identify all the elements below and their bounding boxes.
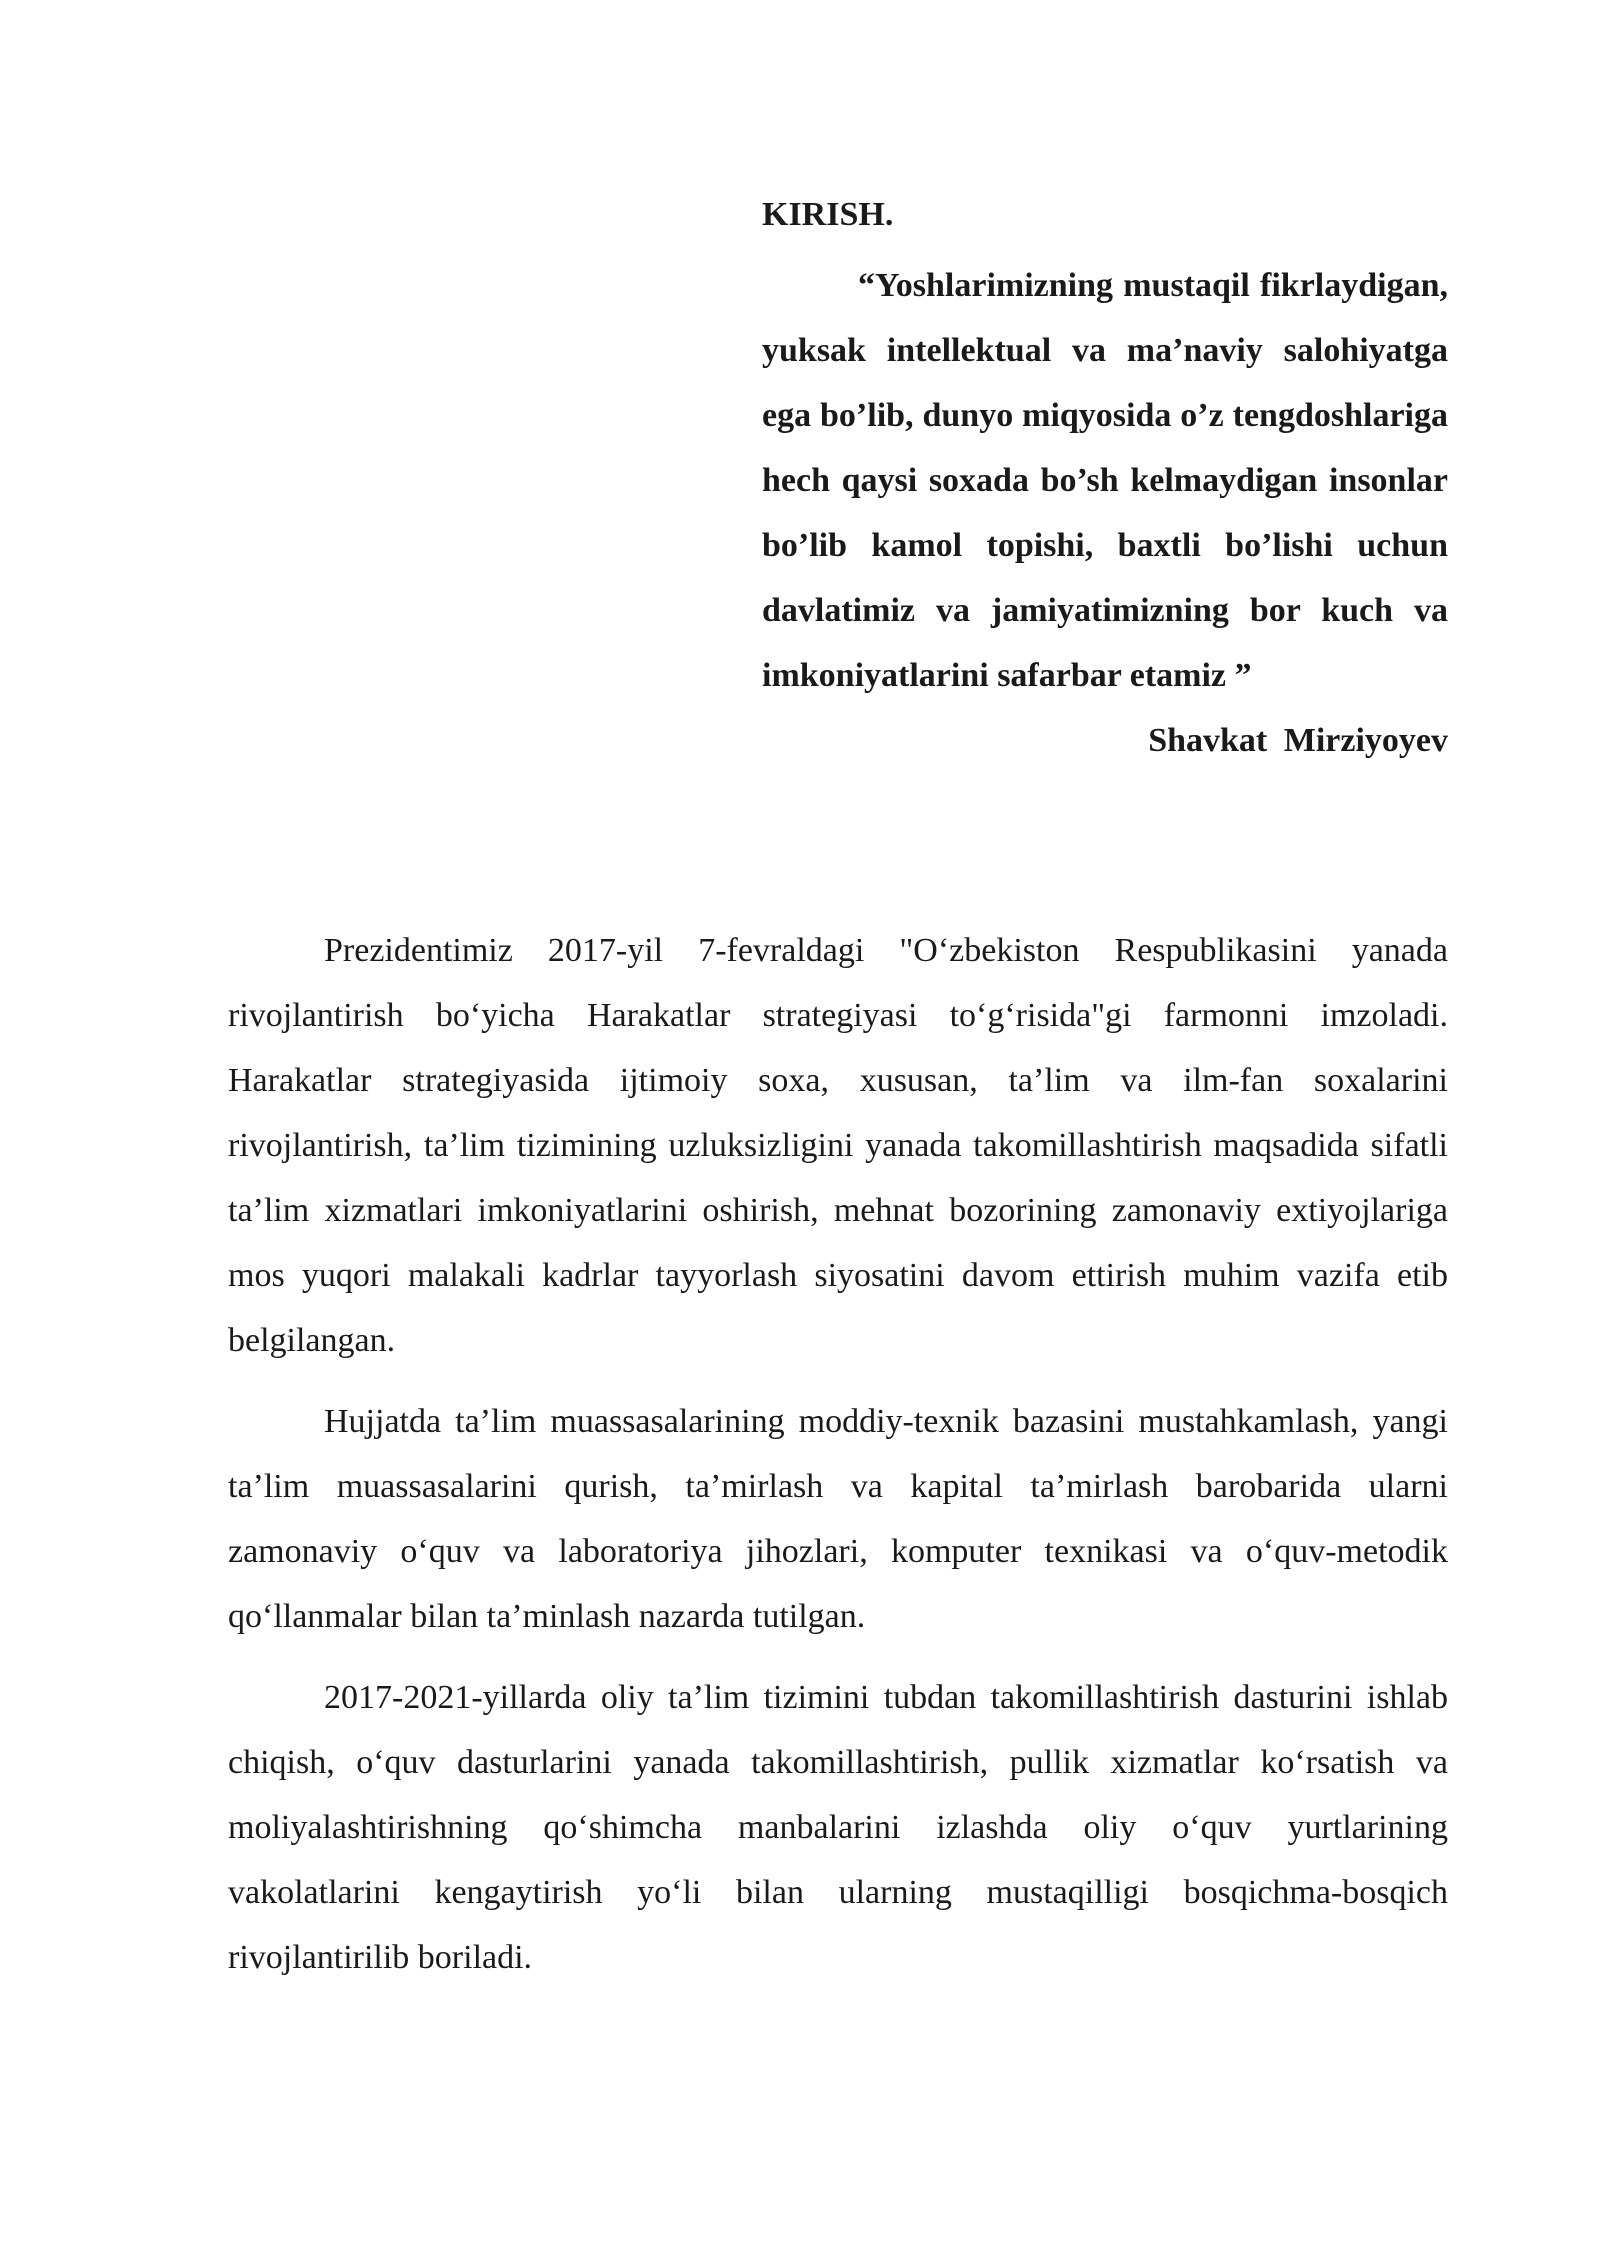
section-heading: KIRISH. (762, 196, 894, 233)
paragraph: Hujjatda ta’lim muassasalarining moddiy-texnik bazasini mustahkamlash, yangi ta’lim muassasalarini qurish, ta’mirlash va kapital ta’mirlash barobarida ularni zamonaviy o‘quv va laboratoriya jihozlari, komputer texnikasi va o‘quv-metodik qo‘llanmalar bilan ta’minlash nazarda tutilgan. (228, 1403, 1448, 1635)
paragraph: Prezidentimiz 2017-yil 7-fevraldagi "O‘zbekiston Respublikasini yanada rivojlantirish bo‘yicha Harakatlar strategiyasi to‘g‘risida"gi farmonni imzoladi. Harakatlar strategiyasida ijtimoiy soxa, xususan, ta’lim va ilm-fan soxalarini rivojlantirish, ta’lim tizimining uzluksizligini yanada takomillashtirish maqsadida sifatli ta’lim xizmatlari imkoniyatlarini oshirish, mehnat bozorining zamonaviy extiyojlariga mos yuqori malakali kadrlar tayyorlash siyosatini davom ettirish muhim vazifa etib belgilangan. (228, 932, 1448, 1359)
epigraph-author: Shavkat Mirziyoyev (1148, 722, 1448, 759)
epigraph (762, 253, 1448, 773)
body-text (228, 918, 1448, 2006)
paragraph: 2017-2021-yillarda oliy ta’lim tizimini tubdan takomillashtirish dasturini ishlab chiqish, o‘quv dasturlarini yanada takomillashtirish, pullik xizmatlar ko‘rsatish va moliyalashtirishning qo‘shimcha manbalarini izlashda oliy o‘quv yurtlarining vakolatlarini kengaytirish yo‘li bilan ularning mustaqilligi bosqichma-bosqich rivojlantirilib boriladi. (228, 1679, 1448, 1976)
epigraph-quote: “Yoshlarimizning mustaqil fikrlaydigan, yuksak intellektual va ma’naviy salohiyatga ega bo’lib, dunyo miqyosida o’z tengdoshlariga hech qaysi soxada bo’sh kelmaydigan insonlar bo’lib kamol topishi, baxtli bo’lishi uchun davlatimiz va jamiyatimizning bor kuch va imkoniyatlarini safarbar etamiz ” (762, 267, 1448, 694)
